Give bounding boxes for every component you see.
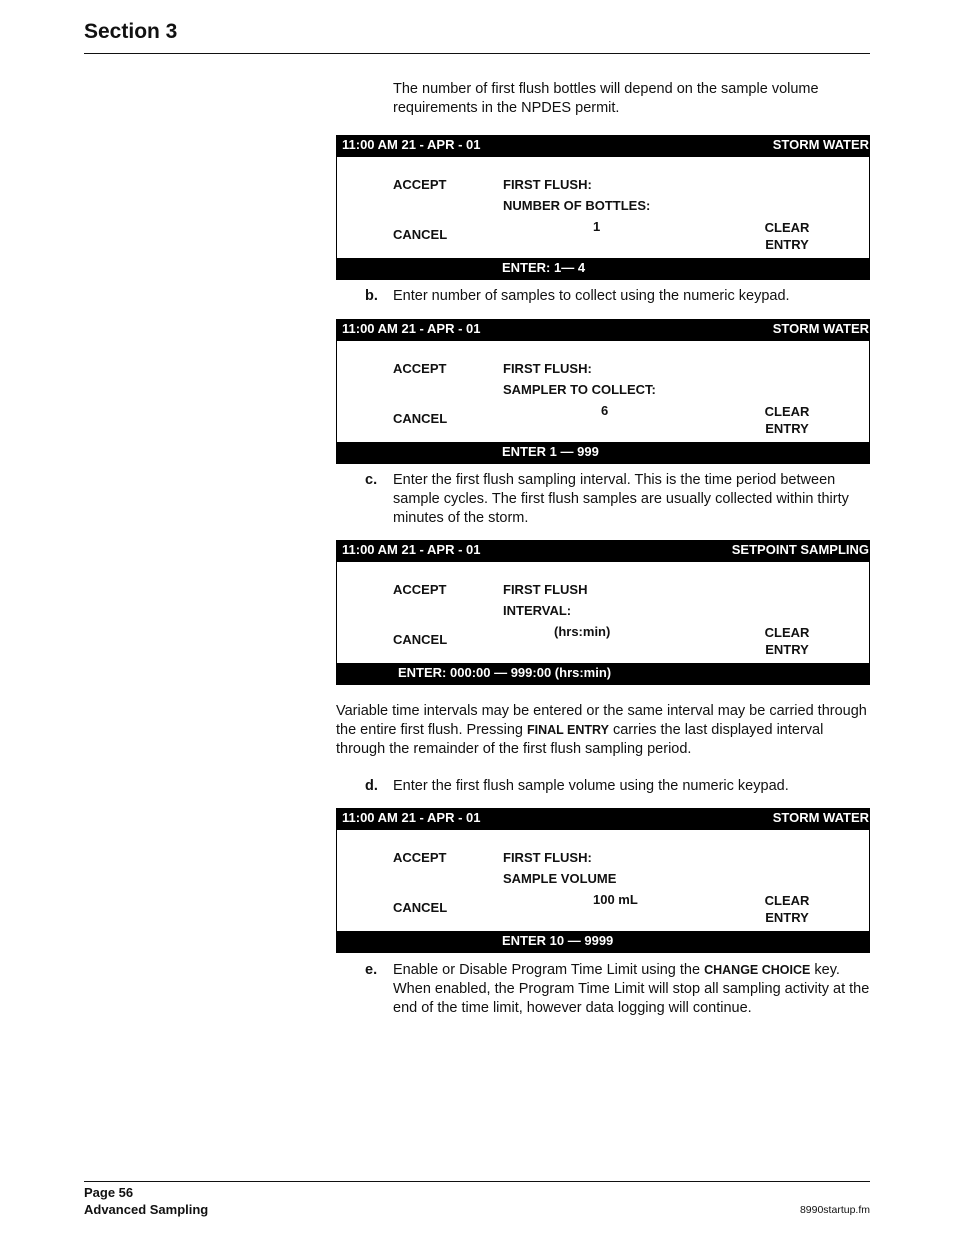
entry-label: ENTRY	[765, 421, 809, 436]
screen-time: 11:00 AM 21 - APR - 01	[342, 542, 481, 557]
step-text: Enter number of samples to collect using the numeric keypad.	[393, 288, 790, 304]
screen-range-bar	[336, 663, 870, 685]
change-choice-key-label: CHANGE CHOICE	[704, 963, 811, 977]
cancel-softkey: CANCEL	[393, 632, 448, 647]
paragraph-text-end: carries the last displayed interval through the remainder of the first flush sampling period.	[336, 722, 824, 757]
screen-mode: SETPOINT SAMPLING	[731, 542, 869, 557]
step-text: Enter the first flush sample volume using the numeric keypad.	[393, 778, 789, 794]
screen-mode: STORM WATER	[772, 137, 869, 152]
screen-value: (hrs:min)	[554, 624, 611, 639]
footer-rule	[84, 1181, 870, 1182]
clear-entry-softkey	[761, 892, 813, 926]
header-rule	[84, 53, 870, 54]
display-screen-volume	[336, 808, 870, 954]
step-e	[365, 961, 875, 1018]
screen-range-bar	[336, 931, 870, 953]
screen-value: 1	[593, 219, 601, 234]
footer-filename: 8990startup.fm	[799, 1204, 870, 1216]
display-screen-interval	[336, 540, 870, 686]
entry-label: ENTRY	[765, 237, 809, 252]
step-b	[365, 287, 870, 306]
screen-prompt-line2: SAMPLER TO COLLECT:	[503, 382, 656, 397]
accept-softkey: ACCEPT	[393, 850, 447, 865]
clear-entry-softkey	[761, 219, 813, 253]
step-text: Enter the first flush sampling interval. This is the time period between sample cycles. The first flush samples are usually collected within thirty minutes of the storm.	[393, 472, 849, 526]
screen-body	[336, 562, 870, 663]
screen-range-bar	[336, 258, 870, 280]
screen-prompt-line1: FIRST FLUSH	[503, 582, 588, 597]
display-screen-bottles	[336, 135, 870, 281]
page-number: Page 56	[84, 1185, 134, 1200]
screen-range: ENTER: 000:00 — 999:00 (hrs:min)	[398, 665, 612, 680]
clear-entry-softkey	[761, 403, 813, 437]
screen-range-bar	[336, 442, 870, 464]
variable-interval-paragraph	[336, 702, 870, 759]
screen-prompt-line2: INTERVAL:	[503, 603, 572, 618]
step-letter: d.	[365, 778, 378, 794]
screen-time: 11:00 AM 21 - APR - 01	[342, 321, 481, 336]
screen-value: 6	[601, 403, 609, 418]
final-entry-key-label: FINAL ENTRY	[527, 723, 609, 737]
screen-time: 11:00 AM 21 - APR - 01	[342, 810, 481, 825]
screen-body	[336, 341, 870, 442]
step-text	[393, 961, 875, 1018]
entry-label: ENTRY	[765, 910, 809, 925]
step-letter: e.	[365, 962, 378, 978]
screen-status-bar	[336, 135, 870, 157]
screen-value: 100 mL	[593, 892, 638, 907]
step-text-end: key. When enabled, the Program Time Limit will stop all sampling activity at the end of the time limit, however data logging will continue.	[393, 962, 870, 1016]
step-c	[365, 471, 870, 528]
clear-label: CLEAR	[764, 220, 810, 235]
footer-left	[84, 1184, 208, 1218]
screen-body	[336, 157, 870, 258]
clear-entry-softkey	[761, 624, 813, 658]
step-text-start: Enable or Disable Program Time Limit using the	[393, 962, 705, 978]
cancel-softkey: CANCEL	[393, 227, 448, 242]
screen-time: 11:00 AM 21 - APR - 01	[342, 137, 481, 152]
intro-paragraph: The number of first flush bottles will depend on the sample volume requirements in the NPDES permit.	[393, 81, 819, 116]
step-d	[365, 777, 870, 796]
screen-prompt-line1: FIRST FLUSH:	[503, 361, 592, 376]
chapter-name: Advanced Sampling	[84, 1202, 209, 1217]
accept-softkey: ACCEPT	[393, 582, 447, 597]
screen-mode: STORM WATER	[772, 810, 869, 825]
screen-status-bar	[336, 808, 870, 830]
screen-prompt-line1: FIRST FLUSH:	[503, 850, 592, 865]
screen-status-bar	[336, 319, 870, 341]
screen-prompt-line2: NUMBER OF BOTTLES:	[503, 198, 651, 213]
section-title: Section 3	[84, 20, 178, 43]
paragraph-text-start: Variable time intervals may be entered or the same interval may be carried through the entire first flush. Pressing	[336, 703, 867, 738]
screen-prompt-line2: SAMPLE VOLUME	[503, 871, 617, 886]
cancel-softkey: CANCEL	[393, 900, 448, 915]
step-letter: c.	[365, 472, 378, 488]
screen-range: ENTER: 1— 4	[502, 260, 586, 275]
display-screen-samples	[336, 319, 870, 465]
clear-label: CLEAR	[764, 893, 810, 908]
clear-label: CLEAR	[764, 404, 810, 419]
clear-label: CLEAR	[764, 625, 810, 640]
screen-status-bar	[336, 540, 870, 562]
accept-softkey: ACCEPT	[393, 177, 447, 192]
accept-softkey: ACCEPT	[393, 361, 447, 376]
step-letter: b.	[365, 288, 378, 304]
screen-range: ENTER 10 — 9999	[502, 933, 614, 948]
screen-mode: STORM WATER	[772, 321, 869, 336]
screen-prompt-line1: FIRST FLUSH:	[503, 177, 592, 192]
cancel-softkey: CANCEL	[393, 411, 448, 426]
screen-body	[336, 830, 870, 931]
screen-range: ENTER 1 — 999	[502, 444, 599, 459]
entry-label: ENTRY	[765, 642, 809, 657]
